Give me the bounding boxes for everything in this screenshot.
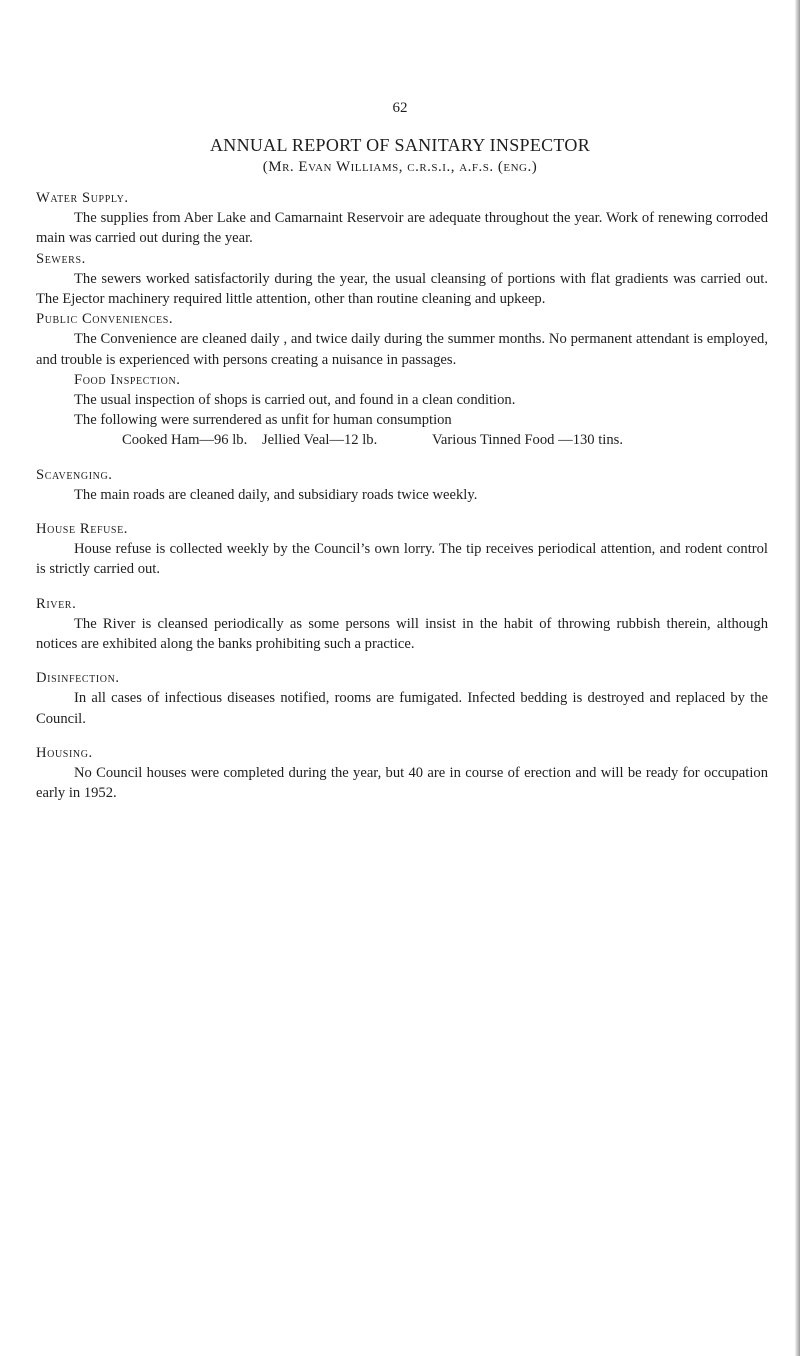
paragraph-housing: No Council houses were completed during the year, but 40 are in course of erection and will be ready for occupation early in 1952. <box>36 765 768 802</box>
food-inspection-line-2: The following were surrendered as unfit for human consumption <box>74 412 452 429</box>
heading-house-refuse: House Refuse. <box>36 521 129 538</box>
page-number: 62 <box>392 100 408 116</box>
surrendered-item: Jellied Veal—12 lb. <box>262 432 378 449</box>
report-subtitle: (Mr. Evan Williams, c.r.s.i., a.f.s. (eng.) <box>262 159 538 175</box>
food-inspection-line-1: The usual inspection of shops is carried out, and found in a clean condition. <box>74 392 516 409</box>
heading-scavenging: Scavenging. <box>36 466 113 483</box>
heading-public-conveniences: Public Conveniences. <box>36 311 174 328</box>
surrendered-item: Various Tinned Food —130 tins. <box>432 432 623 449</box>
heading-sewers: Sewers. <box>36 250 86 267</box>
report-body <box>36 188 768 803</box>
heading-housing: Housing. <box>36 744 93 761</box>
heading-river: River. <box>36 595 77 612</box>
heading-disinfection: Disinfection. <box>36 670 120 687</box>
report-title: ANNUAL REPORT OF SANITARY INSPECTOR <box>209 135 591 155</box>
paragraph-house-refuse: House refuse is collected weekly by the Council’s own lorry. The tip receives periodical attention, and rodent control is strictly carried out. <box>36 541 768 578</box>
paragraph-disinfection: In all cases of infectious diseases notified, rooms are fumigated. Infected bedding is destroyed and replaced by the Council. <box>36 690 768 727</box>
page-edge-shadow <box>795 0 800 1356</box>
surrendered-items <box>36 430 768 450</box>
paragraph-river: The River is cleansed periodically as some persons will insist in the habit of throwing rubbish therein, although notices are exhibited along the banks prohibiting such a practice. <box>36 615 768 653</box>
heading-food-inspection: Food Inspection. <box>74 371 181 388</box>
surrendered-item: Cooked Ham—96 lb. <box>122 432 248 449</box>
heading-water-supply: Water Supply. <box>36 190 129 206</box>
paragraph-scavenging: The main roads are cleaned daily, and subsidiary roads twice weekly. <box>74 486 478 503</box>
paragraph-public-conveniences: The Convenience are cleaned daily , and twice daily during the summer months. No permanent attendant is employed, and trouble is experienced with persons creating a nuisance in passages. <box>36 331 768 368</box>
paragraph-sewers: The sewers worked satisfactorily during the year, the usual cleansing of portions with flat gradients was carried out. The Ejector machinery required little attention, other than routine cleaning and upkeep. <box>36 270 768 308</box>
paragraph-water-supply: The supplies from Aber Lake and Camarnaint Reservoir are adequate throughout the year. Work of renewing corroded main was carried out during the year. <box>36 210 768 247</box>
